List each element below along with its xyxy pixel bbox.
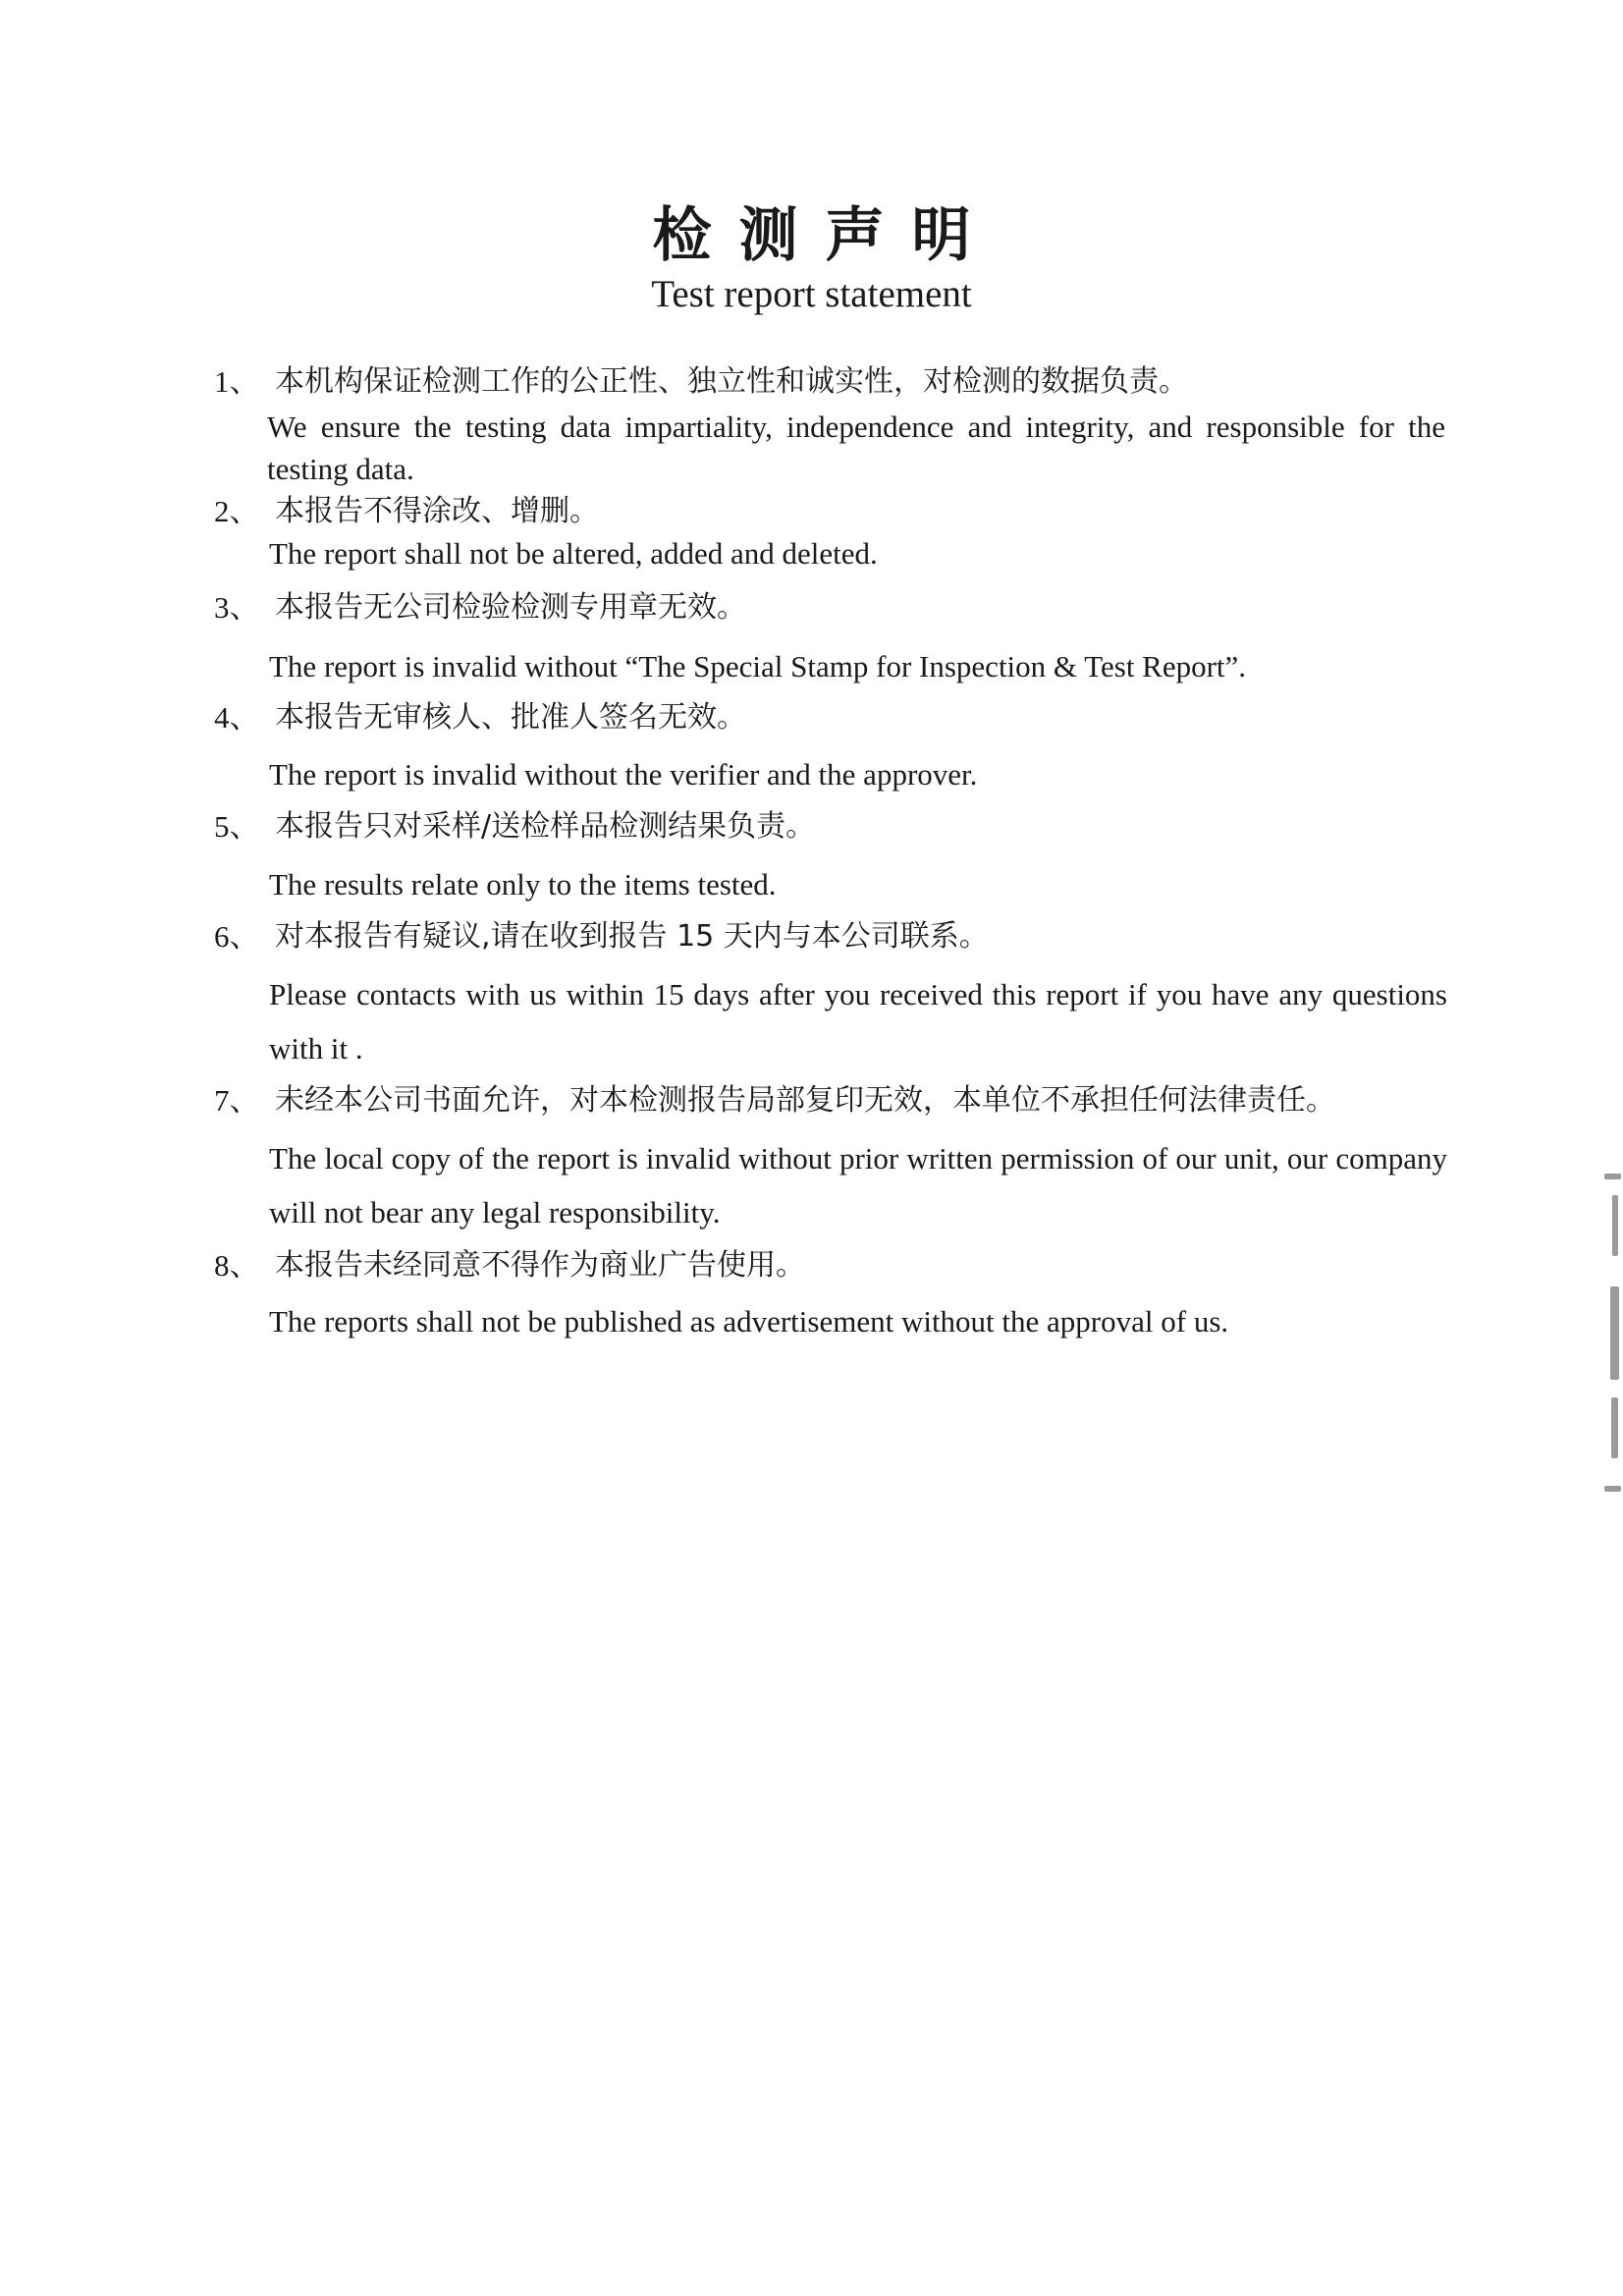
item-text-cn: 未经本公司书面允许，对本检测报告局部复印无效，本单位不承担任何法律责任。 [275,1083,1335,1118]
item-text-cn: 对本报告有疑议,请在收到报告 15 天内与本公司联系。 [275,919,989,954]
item-number: 5、 [214,809,260,844]
item-number: 2、 [214,494,260,528]
item-number: 6、 [214,919,260,954]
item-number: 1、 [214,364,260,399]
item-number: 7、 [214,1083,260,1118]
item-text-cn: 本报告无公司检验检测专用章无效。 [275,590,746,625]
item-number: 4、 [214,700,260,735]
page-title-cn: 检测声明 [652,201,999,270]
item-text-cn: 本报告只对采样/送检样品检测结果负责。 [275,809,816,844]
item-text-en: The local copy of the report is invalid without prior written permission of our unit, our company will not bear any legal responsibility. [269,1141,1447,1230]
item-number: 3、 [214,590,260,625]
item-text-en: Please contacts with us within 15 days after you received this report if you have any questions with it . [269,977,1447,1066]
item-text-cn: 本报告不得涂改、增删。 [275,494,599,528]
item-text-cn: 本报告无审核人、批准人签名无效。 [275,700,746,735]
item-text-en: The results relate only to the items tested. [269,867,777,902]
item-text-cn: 本报告未经同意不得作为商业广告使用。 [275,1248,805,1283]
item-text-en: The report is invalid without “The Special Stamp for Inspection & Test Report”. [269,649,1247,683]
page-title-en: Test report statement [651,273,972,315]
item-text-cn: 本机构保证检测工作的公正性、独立性和诚实性，对检测的数据负责。 [275,364,1188,399]
scan-edge-marks [1602,1174,1623,1498]
item-number: 8、 [214,1248,260,1283]
item-text-en: We ensure the testing data impartiality, independence and integrity, and responsible for the testing data. [267,410,1445,486]
item-text-en: The report shall not be altered, added and deleted. [269,536,878,571]
item-text-en: The reports shall not be published as advertisement without the approval of us. [269,1304,1229,1339]
item-text-en: The report is invalid without the verifier and the approver. [269,757,978,792]
